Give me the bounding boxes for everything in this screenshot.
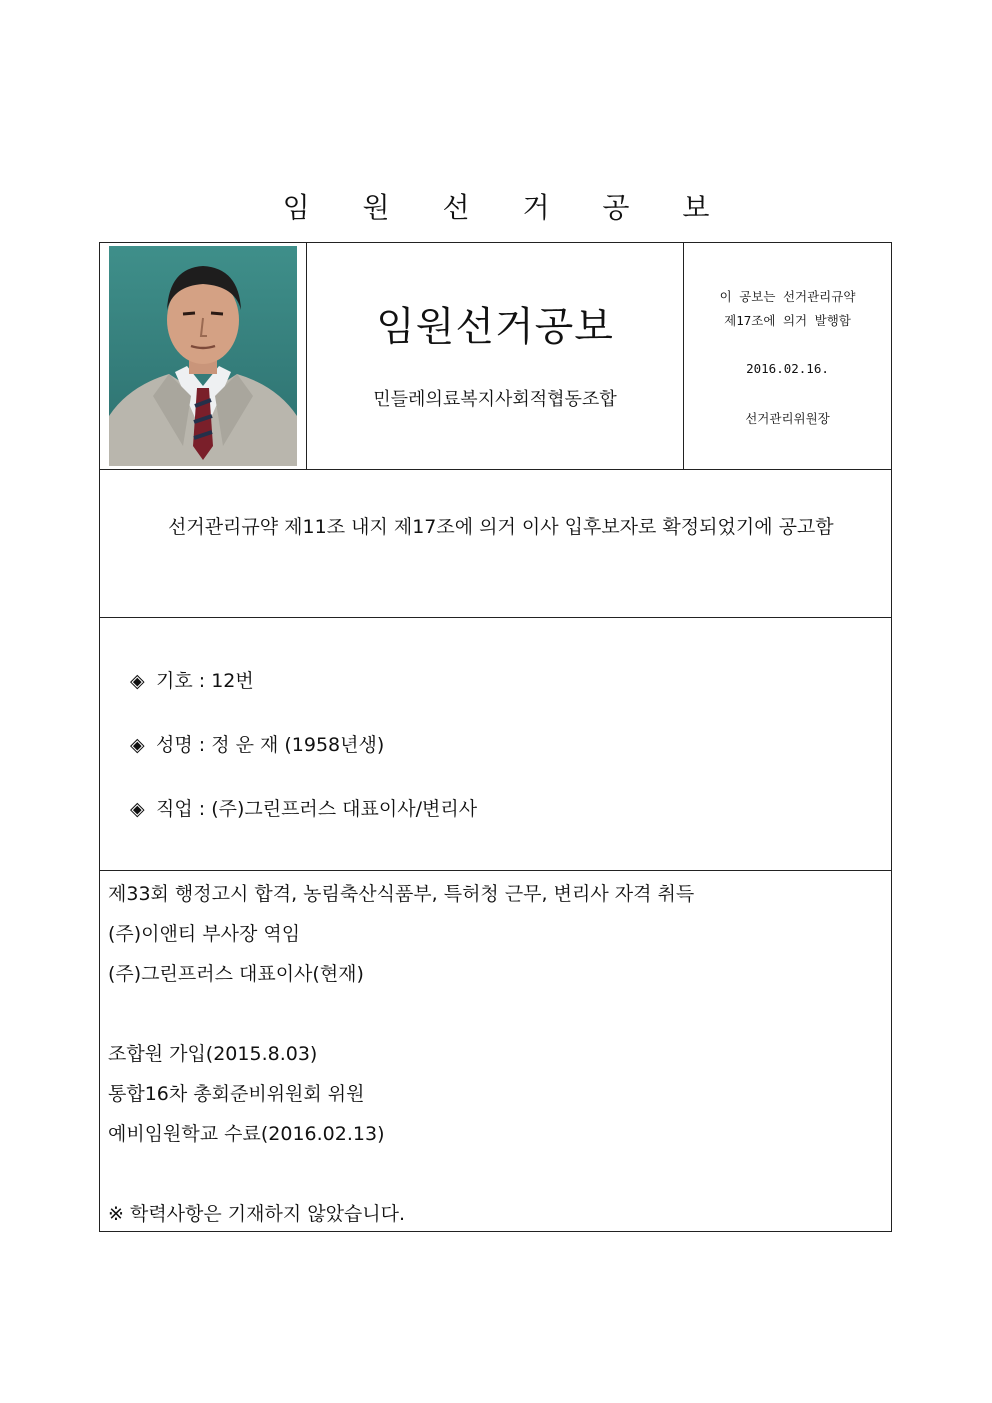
candidate-name-text: 성명 : 정 운 재 (1958년생)	[156, 734, 385, 756]
notice-date: 2016.02.16.	[746, 361, 829, 376]
announcement-table	[99, 242, 892, 1232]
career-item: (주)이앤티 부사장 역임	[108, 923, 301, 945]
photo-cell	[100, 243, 307, 469]
announcement-title: 임원선거공보	[376, 304, 614, 350]
title-cell	[307, 243, 684, 469]
career-item: (주)그린프러스 대표이사(현재)	[108, 963, 364, 985]
intro-row	[100, 470, 891, 618]
candidate-name	[130, 730, 384, 757]
career-item: 예비임원학교 수료(2016.02.13)	[108, 1123, 385, 1145]
notice-line-1: 이 공보는 선거관리규약	[719, 289, 856, 304]
diamond-bullet-icon: ◈	[130, 734, 145, 756]
career-item: 조합원 가입(2015.8.03)	[108, 1043, 318, 1065]
career-row	[100, 871, 891, 1231]
notice-issuer: 선거관리위원장	[745, 411, 830, 426]
intro-text: 선거관리규약 제11조 내지 제17조에 의거 이사 입후보자로 확정되었기에 공고함	[168, 516, 834, 538]
candidate-info-row	[100, 618, 891, 871]
notice-line-2: 제17조에 의거 발행함	[724, 313, 851, 328]
diamond-bullet-icon: ◈	[130, 670, 145, 692]
career-item: 통합16차 총회준비위원회 위원	[108, 1083, 365, 1105]
candidate-number-text: 기호 : 12번	[156, 670, 254, 692]
page-title: 임 원 선 거 공 보	[282, 191, 732, 224]
diamond-bullet-icon: ◈	[130, 798, 145, 820]
candidate-job-text: 직업 : (주)그린프러스 대표이사/변리사	[156, 798, 478, 820]
notice-cell	[684, 243, 891, 469]
header-row	[100, 243, 891, 470]
cooperative-name: 민들레의료복지사회적협동조합	[373, 389, 617, 410]
candidate-photo	[109, 246, 297, 466]
education-note: ※ 학력사항은 기재하지 않았습니다.	[108, 1203, 406, 1225]
candidate-number	[130, 666, 254, 693]
candidate-job	[130, 794, 477, 821]
career-item: 제33회 행정고시 합격, 농림축산식품부, 특허청 근무, 변리사 자격 취득	[108, 883, 695, 905]
